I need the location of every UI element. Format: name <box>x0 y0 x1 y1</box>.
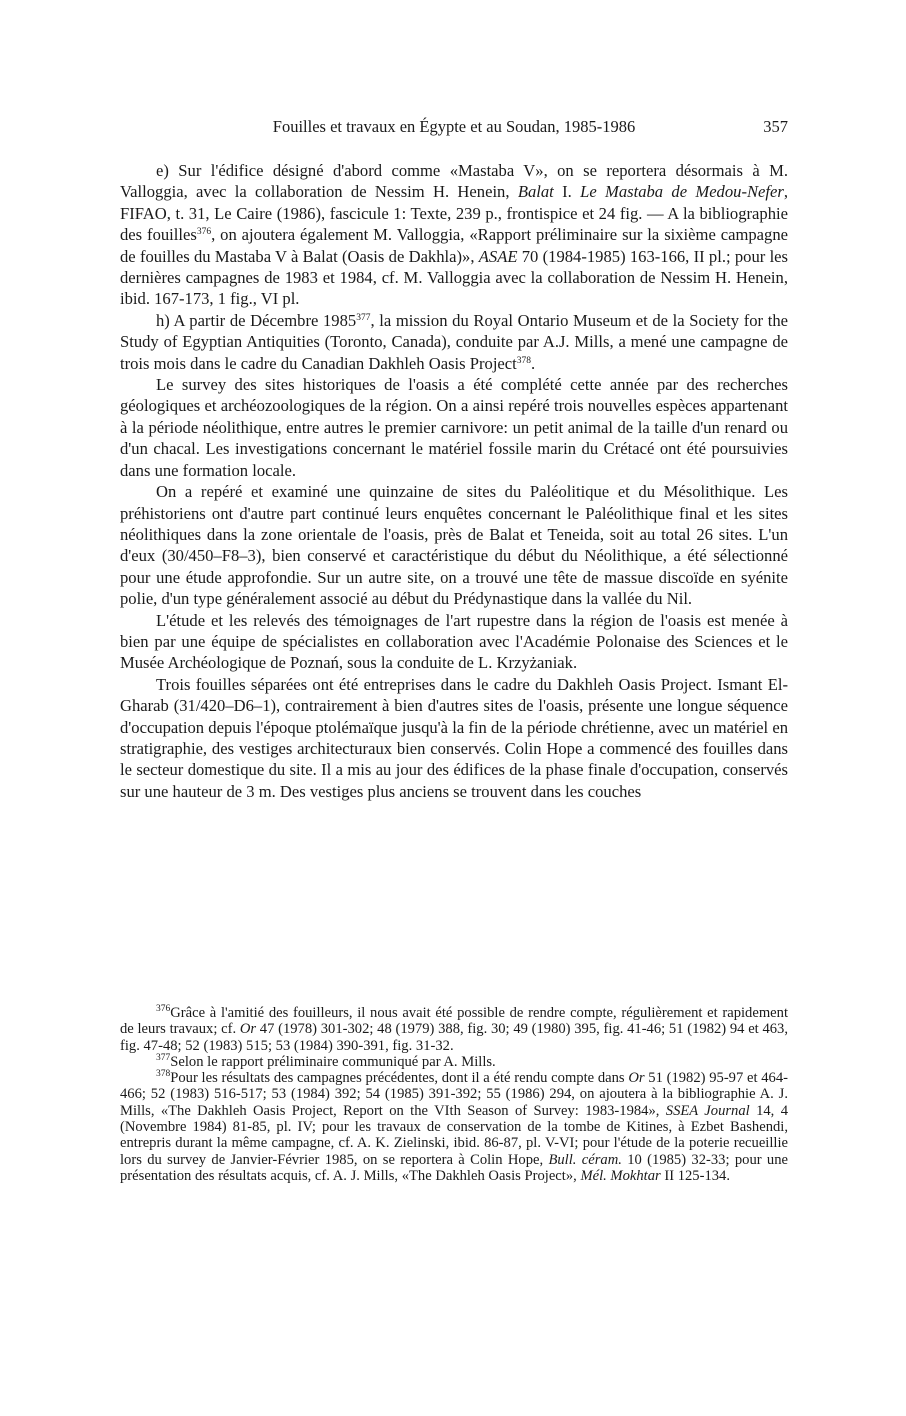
footnote-marker: 376 <box>196 227 212 238</box>
footnote-marker: 377 <box>356 312 371 323</box>
text-run: h) A partir de Décembre 1985 <box>156 310 357 330</box>
footnotes <box>120 1005 788 1184</box>
text-run: 51 (1982) 95-97 et 464-466; 52 (1983) 516-517; 53 (1984) 392; 54 (1985) 391-392; 55 (1986) 294, on ajoutera à la bibliographie A. J. Mills, «The Dakhleh Oasis Project, Report on the VIth Season of Survey: 1983-1984», <box>120 1070 789 1119</box>
text-run: Trois fouilles séparées ont été entreprises dans le cadre du Dakhleh Oasis Project. Ismant El-Gharab (31/420–D6–1), contrairement à bien d'autres sites de l'oasis, présente une longue séquence d'occupation depuis l'époque ptolémaïque jusqu'à la fin de la période chrétienne, avec un matériel en stratigraphie, des vestiges architecturaux bien conservés. Colin Hope a commencé des fouilles dans le secteur domestique du site. Il a mis au jour des édifices de la phase finale d'occupation, conservés sur une hauteur de 3 m. Des vestiges plus anciens se trouvent dans les couches <box>120 674 788 801</box>
footnote-fn-378 <box>120 1070 788 1184</box>
text-run: Le survey des sites historiques de l'oasis a été complété cette année par des recherches géologiques et archéozoologiques de la région. On a ainsi repéré trois nouvelles espèces appartenant à la période néolithique, entre autres le premier carnivore: un petit animal de la taille d'un renard ou d'un chacal. Les investigations concernant le matériel fossile marin du Crétacé ont été poursuivies dans une formation locale. <box>120 375 788 480</box>
paragraph-p-rupestre <box>120 610 788 674</box>
paragraph-p-fouilles <box>120 674 788 802</box>
footnote-marker: 378 <box>156 1069 171 1080</box>
text-run: 70 (1984-1985) 163-166, II pl.; pour les dernières campagnes de 1983 et 1984, cf. M. Valloggia avec la collaboration de Nessim H. Henein, ibid. 167-173, 1 fig., VI pl. <box>120 246 789 309</box>
text-run: 10 (1985) 32-33; pour une présentation des résultats acquis, cf. A. J. Mills, «The Dakhleh Oasis Project», <box>120 1151 789 1184</box>
italic-text: Balat <box>517 182 554 202</box>
paragraph-p-sites <box>120 481 788 609</box>
italic-text: ASAE <box>478 246 518 266</box>
main-text <box>120 160 788 802</box>
text-run: 47 (1978) 301-302; 48 (1979) 388, fig. 30; 49 (1980) 395, fig. 41-46; 51 (1982) 94 et 463, fig. 47-48; 52 (1983) 515; 53 (1984) 390-391, fig. 31-32. <box>120 1021 788 1054</box>
text-run: Pour les résultats des campagnes précédentes, dont il a été rendu compte dans <box>170 1070 629 1087</box>
running-head-title: Fouilles et travaux en Égypte et au Soudan, 1985-1986 <box>272 117 636 136</box>
footnote-marker: 377 <box>156 1052 171 1063</box>
text-run: , FIFAO, t. 31, Le Caire (1986), fascicule 1: Texte, 239 p., frontispice et 24 fig. — A la bibliographie des fouilles <box>120 182 788 245</box>
text-run: II 125-134. <box>660 1167 730 1184</box>
page-number: 357 <box>763 117 788 136</box>
text-run: e) Sur l'édifice désigné d'abord comme «Mastaba V», on se reportera désormais à M. Valloggia, avec la collaboration de Nessim H. Henein, <box>120 161 788 202</box>
footnote-marker: 378 <box>516 355 532 366</box>
footnote-fn-377 <box>120 1054 788 1070</box>
footnote-fn-376 <box>120 1005 788 1054</box>
running-head <box>120 116 788 138</box>
text-run: , on ajoutera également M. Valloggia, «Rapport préliminaire sur la sixième campagne de fouilles du Mastaba V à Balat (Oasis de Dakhla)», <box>120 225 788 266</box>
text-run: 14, 4 (Novembre 1984) 81-85, pl. IV; pour les travaux de conservation de la tombe de Kitines, à Ezbet Bashendi, entrepris durant la même campagne, cf. A. K. Zielinski, ibid. 86-87, pl. V-VI; pour l'étude de la poterie recueillie lors du survey de Janvier-Février 1985, on se reportera à Colin Hope, <box>120 1102 788 1168</box>
italic-text: SSEA Journal <box>665 1102 750 1119</box>
italic-text: Le Mastaba de Medou-Nefer <box>580 182 784 202</box>
paragraph-p-e <box>120 160 788 310</box>
italic-text: Mél. Mokhtar <box>580 1167 661 1184</box>
text-run: Selon le rapport préliminaire communiqué par A. Mills. <box>170 1053 496 1070</box>
footnote-marker: 376 <box>156 1004 171 1014</box>
paragraph-p-survey <box>120 374 788 481</box>
italic-text: Or <box>239 1021 257 1038</box>
text-run: . <box>531 353 536 373</box>
text-run: On a repéré et examiné une quinzaine de sites du Paléolitique et du Mésolithique. Les préhistoriens ont d'autre part continué leurs enquêtes concernant le Paléolithique final et les sites néolithiques dans la zone orientale de l'oasis, près de Balat et Teneida, soit au total 26 sites. L'un d'eux (30/450–F8–3), bien conservé et caractéristique du début du Néolithique, a été sélectionné pour une étude approfondie. Sur un autre site, on a trouvé une tête de massue discoïde en syénite polie, d'un type généralement associé au début du Prédynastique dans la vallée du Nil. <box>120 482 788 609</box>
text-run: Grâce à l'amitié des fouilleurs, il nous avait été possible de rendre compte, régulièrement et rapidement de leurs travaux; cf. <box>120 1005 788 1038</box>
italic-text: Or <box>628 1070 645 1087</box>
text-run: L'étude et les relevés des témoignages de l'art rupestre dans la région de l'oasis est menée à bien par une équipe de spécialistes en collaboration avec l'Académie Polonaise des Sciences et le Musée Archéologique de Poznań, sous la conduite de L. Krzyżaniak. <box>120 610 788 673</box>
italic-text: Bull. céram. <box>548 1151 622 1168</box>
text-run: , la mission du Royal Ontario Museum et de la Society for the Study of Egyptian Antiquities (Toronto, Canada), conduite par A.J. Mills, a mené une campagne de trois mois dans le cadre du Canadian Dakhleh Oasis Project <box>120 310 788 373</box>
text-run: I. <box>553 182 581 202</box>
paragraph-p-h <box>120 310 788 374</box>
